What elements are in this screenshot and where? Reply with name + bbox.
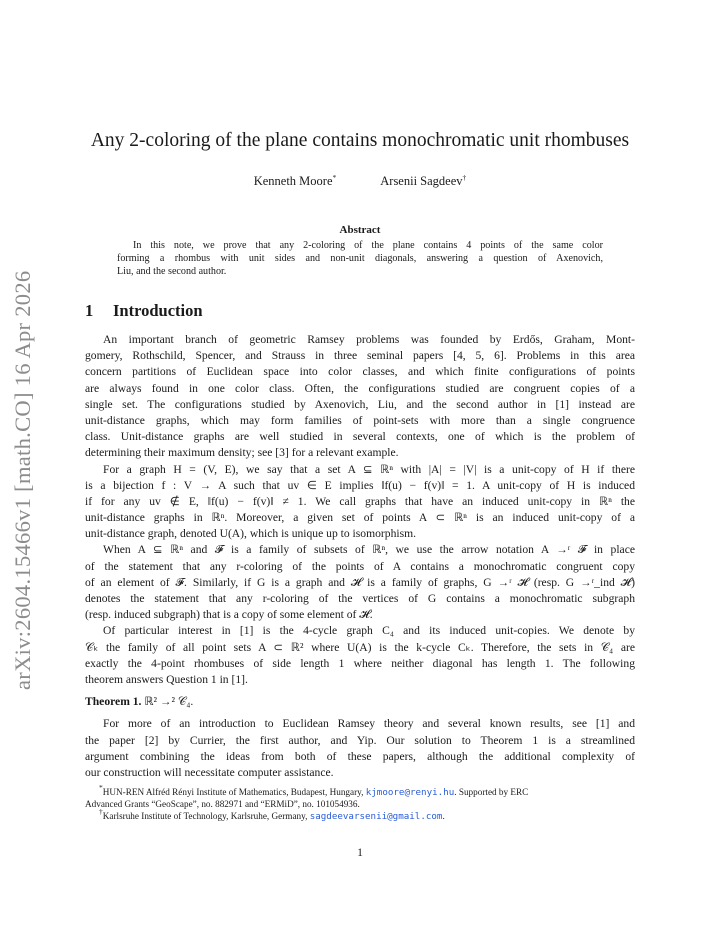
text-line: theorem answers Question 1 in [1]. <box>85 672 248 686</box>
footnote-text: Karlsruhe Institute of Technology, Karlsruhe, Germany, <box>102 811 310 822</box>
text-line: 𝒞ₖ the family of all point sets A ⊂ ℝ² where U(A) is the k-cycle Cₖ. Therefore, the sets in 𝒞₄ are <box>85 640 635 654</box>
footnote-mark: * <box>332 173 337 182</box>
text-line: are always found in one color class. Often, the configurations studied are congruent copies of a <box>85 381 635 395</box>
text-line: of the statement that any r-coloring of the points of A contains a monochromatic congruent copy <box>85 559 635 573</box>
body-text <box>85 332 635 781</box>
text-line: our construction will necessitate computer assistance. <box>85 765 334 779</box>
abstract-body <box>117 239 603 279</box>
paragraph-2 <box>85 462 635 543</box>
author-name: Arsenii Sagdeev <box>380 174 463 188</box>
paragraph-5 <box>85 716 635 781</box>
author-name: Kenneth Moore <box>253 174 333 188</box>
section-title: Introduction <box>113 301 203 320</box>
author-1 <box>254 174 337 189</box>
footnote-mark: * <box>99 783 103 792</box>
footnote-text: . Supported by ERC <box>454 787 529 797</box>
theorem-statement <box>85 694 635 710</box>
text-line: argument combining the ideas from both of these papers, although the additional complexity of <box>85 749 635 763</box>
author-2 <box>380 174 466 189</box>
text-line: unit-distance graphs in ℝⁿ. Moreover, a given set of points A ⊂ ℝⁿ is an induced unit-copy of a <box>85 511 635 525</box>
text-line: exactly the 4-point rhombuses of side length 1 where neither diagonal has length 1. The following <box>85 656 635 670</box>
text-line: (resp. induced subgraph) that is a copy of some element of 𝓗. <box>85 608 373 622</box>
footnote-1 <box>85 783 635 798</box>
paragraph-4 <box>85 623 635 688</box>
theorem-text: ℝ² →² 𝒞₄. <box>144 695 194 709</box>
footnote-mark: † <box>99 807 103 817</box>
text-line: For a graph H = (V, E), we say that a set A ⊆ ℝⁿ with |A| = |V| is a unit-copy of H if there <box>103 462 635 476</box>
footnote-mark: † <box>462 173 467 182</box>
abstract-heading: Abstract <box>339 224 381 236</box>
footnote-1-cont: Advanced Grants “GeoScape”, no. 882971 and “ERMiD”, no. 101054936. <box>85 799 360 810</box>
page-number: 1 <box>357 846 363 859</box>
text-line: the paper [2] by Currier, the first author, and Yip. Our solution to Theorem 1 is a streamlined <box>85 733 635 747</box>
abstract-line: Liu, and the second author. <box>117 266 227 278</box>
footnote-text: HUN-REN Alfréd Rényi Institute of Mathematics, Budapest, Hungary, <box>102 787 366 797</box>
paragraph-3 <box>85 542 635 623</box>
text-line: is a bijection f : V → A such that uv ∈ E implies ‖f(u) − f(v)‖ = 1. A unit-copy of H is induced <box>85 478 635 492</box>
text-line: An important branch of geometric Ramsey problems was founded by Erdős, Graham, Mont- <box>103 333 635 346</box>
paragraph-1 <box>85 332 635 462</box>
text-line: gomery, Rothschild, Spencer, and Strauss in three seminal papers [4, 5, 6]. Problems in this area <box>85 349 635 363</box>
theorem-label: Theorem 1. <box>85 695 142 709</box>
paper-title: Any 2-coloring of the plane contains monochromatic unit rhombuses <box>90 130 630 151</box>
text-line: For more of an introduction to Euclidean Ramsey theory and several known results, see [1] and <box>103 717 635 731</box>
abstract-line: forming a rhombus with unit sides and non-unit diagonals, answering a question of Axenovich, <box>117 253 603 265</box>
email-link[interactable]: sagdeevarsenii@gmail.com <box>309 811 443 823</box>
email-link[interactable]: kjmoore@renyi.hu <box>365 787 455 798</box>
section-number: 1 <box>85 301 94 320</box>
footnote-2 <box>85 807 635 823</box>
section-heading <box>85 301 203 321</box>
text-line: When A ⊆ ℝⁿ and 𝓕 is a family of subsets of ℝⁿ, we use the arrow notation A →ʳ 𝓕 in place <box>103 543 635 557</box>
text-line: Of particular interest in [1] is the 4-cycle graph C₄ and its induced unit-copies. We denote by <box>103 624 635 638</box>
text-line: if for any uv ∉ E, ‖f(u) − f(v)‖ ≠ 1. We call graphs that have an induced unit-copy in ℝⁿ the <box>85 494 635 508</box>
text-line: unit-distance graph, denoted U(A), which is unique up to isomorphism. <box>85 527 417 541</box>
abstract-line: In this note, we prove that any 2-coloring of the plane contains 4 points of the same color <box>133 240 603 251</box>
text-line: class. Unit-distance graphs are well studied in several contexts, one of which is the problem of <box>85 430 635 444</box>
text-line: denotes the statement that any r-coloring of the vertices of G contains a monochromatic subgraph <box>85 592 635 605</box>
text-line: concern partitions of Euclidean space into color classes, and which finite configurations of points <box>85 365 635 379</box>
text-line: unit-distance graphs, which may form families of point-sets with more than a single congruence <box>85 413 635 427</box>
author-list <box>0 174 720 189</box>
text-line: of an element of 𝓕. Similarly, if G is a graph and 𝓗 is a family of graphs, G →ʳ 𝓗 (resp. G →ʳ_ind 𝓗) <box>85 575 635 589</box>
footnote-text: . <box>442 811 445 822</box>
footnotes <box>85 783 635 823</box>
text-line: single set. The configurations studied by Axenovich, Liu, and the second author in [1] instead are <box>85 397 635 411</box>
text-line: determining their maximum density; see [3] for a relevant example. <box>85 446 399 460</box>
arxiv-identifier-stamp: arXiv:2604.15466v1 [math.CO] 16 Apr 2026 <box>10 270 35 690</box>
